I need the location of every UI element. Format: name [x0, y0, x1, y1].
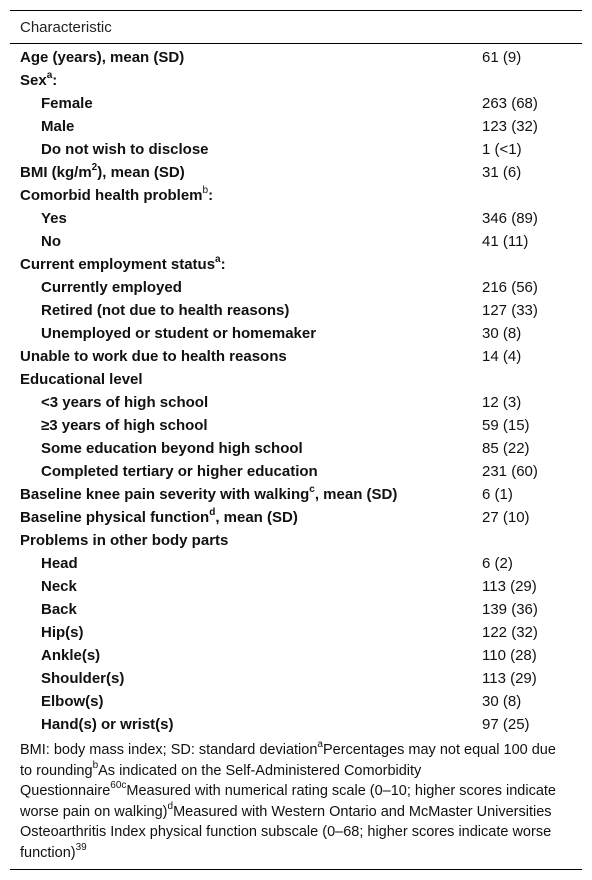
table-row	[10, 161, 582, 184]
row-value: 59 (15)	[482, 417, 530, 434]
row-label: Male	[41, 118, 75, 135]
row-value: 14 (4)	[482, 348, 522, 365]
table-header-rule	[10, 43, 582, 44]
row-label: Unable to work due to health reasons	[20, 348, 287, 365]
row-label: No	[41, 233, 61, 250]
table-bottom-rule	[10, 869, 582, 870]
row-value: 31 (6)	[482, 164, 522, 181]
row-value: 1 (<1)	[482, 141, 522, 158]
table-row	[10, 368, 582, 391]
row-label: Hip(s)	[41, 624, 84, 641]
row-value: 122 (32)	[482, 624, 538, 641]
row-label: Female	[41, 95, 93, 112]
row-value: 30 (8)	[482, 325, 522, 342]
row-value: 113 (29)	[482, 670, 537, 687]
row-label: Some education beyond high school	[41, 440, 303, 457]
row-label: Shoulder(s)	[41, 670, 125, 687]
row-value: 346 (89)	[482, 210, 538, 227]
row-label: Hand(s) or wrist(s)	[41, 716, 174, 733]
row-label: Head	[41, 555, 78, 572]
table-row	[10, 483, 582, 506]
row-value: 110 (28)	[482, 647, 537, 664]
row-label: Retired (not due to health reasons)	[41, 302, 290, 319]
row-label: Problems in other body parts	[20, 532, 229, 549]
row-value: 263 (68)	[482, 95, 538, 112]
row-value: 61 (9)	[482, 49, 522, 66]
row-label: <3 years of high school	[41, 394, 209, 411]
table-row	[10, 414, 582, 437]
row-value: 127 (33)	[482, 302, 538, 319]
table-header	[10, 11, 582, 43]
row-value: 6 (1)	[482, 486, 513, 503]
row-value: 85 (22)	[482, 440, 530, 457]
row-label: Neck	[41, 578, 77, 595]
table-row	[10, 115, 582, 138]
row-label: Yes	[41, 210, 67, 227]
row-value: 216 (56)	[482, 279, 538, 296]
table-row	[10, 713, 582, 736]
table-row	[10, 138, 582, 161]
row-label: Unemployed or student or homemaker	[41, 325, 317, 342]
row-label: Sex$^a$:	[20, 70, 58, 89]
table-row	[10, 529, 582, 552]
row-label: Do not wish to disclose	[41, 141, 209, 158]
table-row	[10, 575, 582, 598]
row-value: 41 (11)	[482, 233, 529, 250]
table-row	[10, 437, 582, 460]
row-value: 12 (3)	[482, 394, 522, 411]
table-row	[10, 230, 582, 253]
row-label: BMI $(kg/m^2)$, mean (SD)	[20, 162, 185, 181]
table-footnote: BMI: body mass index; SD: standard deviation$^a$Percentages may not equal 100 due to rounding$^b$As indicated on the Self-Administered Comorbidity Questionnaire$^{60c}$Measured with numerical rating scale (0–10; higher scores indicate worse pain on walking)$^d$Measured with Western Ontario and McMaster Universities Osteoarthritis Index physical function subscale (0–68; higher scores indicate worse function)$^{39}$	[20, 739, 556, 861]
row-value: 113 (29)	[482, 578, 537, 595]
row-label: Baseline knee pain severity with walking$^c$, mean (SD)	[20, 484, 398, 503]
table-row	[10, 506, 582, 529]
row-label: Completed tertiary or higher education	[41, 463, 318, 480]
row-value: 6 (2)	[482, 555, 513, 572]
row-value: 123 (32)	[482, 118, 538, 135]
characteristics-table	[10, 10, 582, 870]
table-row	[10, 276, 582, 299]
table-row	[10, 345, 582, 368]
row-label: Comorbid health problem$^b$:	[20, 185, 214, 204]
row-value: 30 (8)	[482, 693, 522, 710]
row-label: Ankle(s)	[41, 647, 101, 664]
table-row	[10, 690, 582, 713]
row-label: Current employment status$^a$:	[20, 254, 226, 273]
row-value: 231 (60)	[482, 463, 538, 480]
table-row	[10, 46, 582, 69]
row-label: Educational level	[20, 371, 143, 388]
table-row	[10, 299, 582, 322]
row-label: Elbow(s)	[41, 693, 104, 710]
row-value: 97 (25)	[482, 716, 530, 733]
table-row	[10, 667, 582, 690]
table-row	[10, 253, 582, 276]
table-row	[10, 552, 582, 575]
row-label: Age (years), mean (SD)	[20, 49, 185, 66]
row-label: Back	[41, 601, 77, 618]
row-label: Currently employed	[41, 279, 182, 296]
table-row	[10, 322, 582, 345]
row-label: ≥3 years of high school	[41, 417, 208, 434]
table-row	[10, 621, 582, 644]
table-row	[10, 644, 582, 667]
row-label: Baseline physical function$^d$, mean (SD)	[20, 507, 298, 526]
row-value: 139 (36)	[482, 601, 538, 618]
header-characteristic: Characteristic	[20, 18, 112, 36]
table-row	[10, 92, 582, 115]
table-row	[10, 460, 582, 483]
table-row	[10, 598, 582, 621]
table-row	[10, 391, 582, 414]
table-row	[10, 69, 582, 92]
table-row	[10, 184, 582, 207]
table-row	[10, 207, 582, 230]
row-value: 27 (10)	[482, 509, 530, 526]
